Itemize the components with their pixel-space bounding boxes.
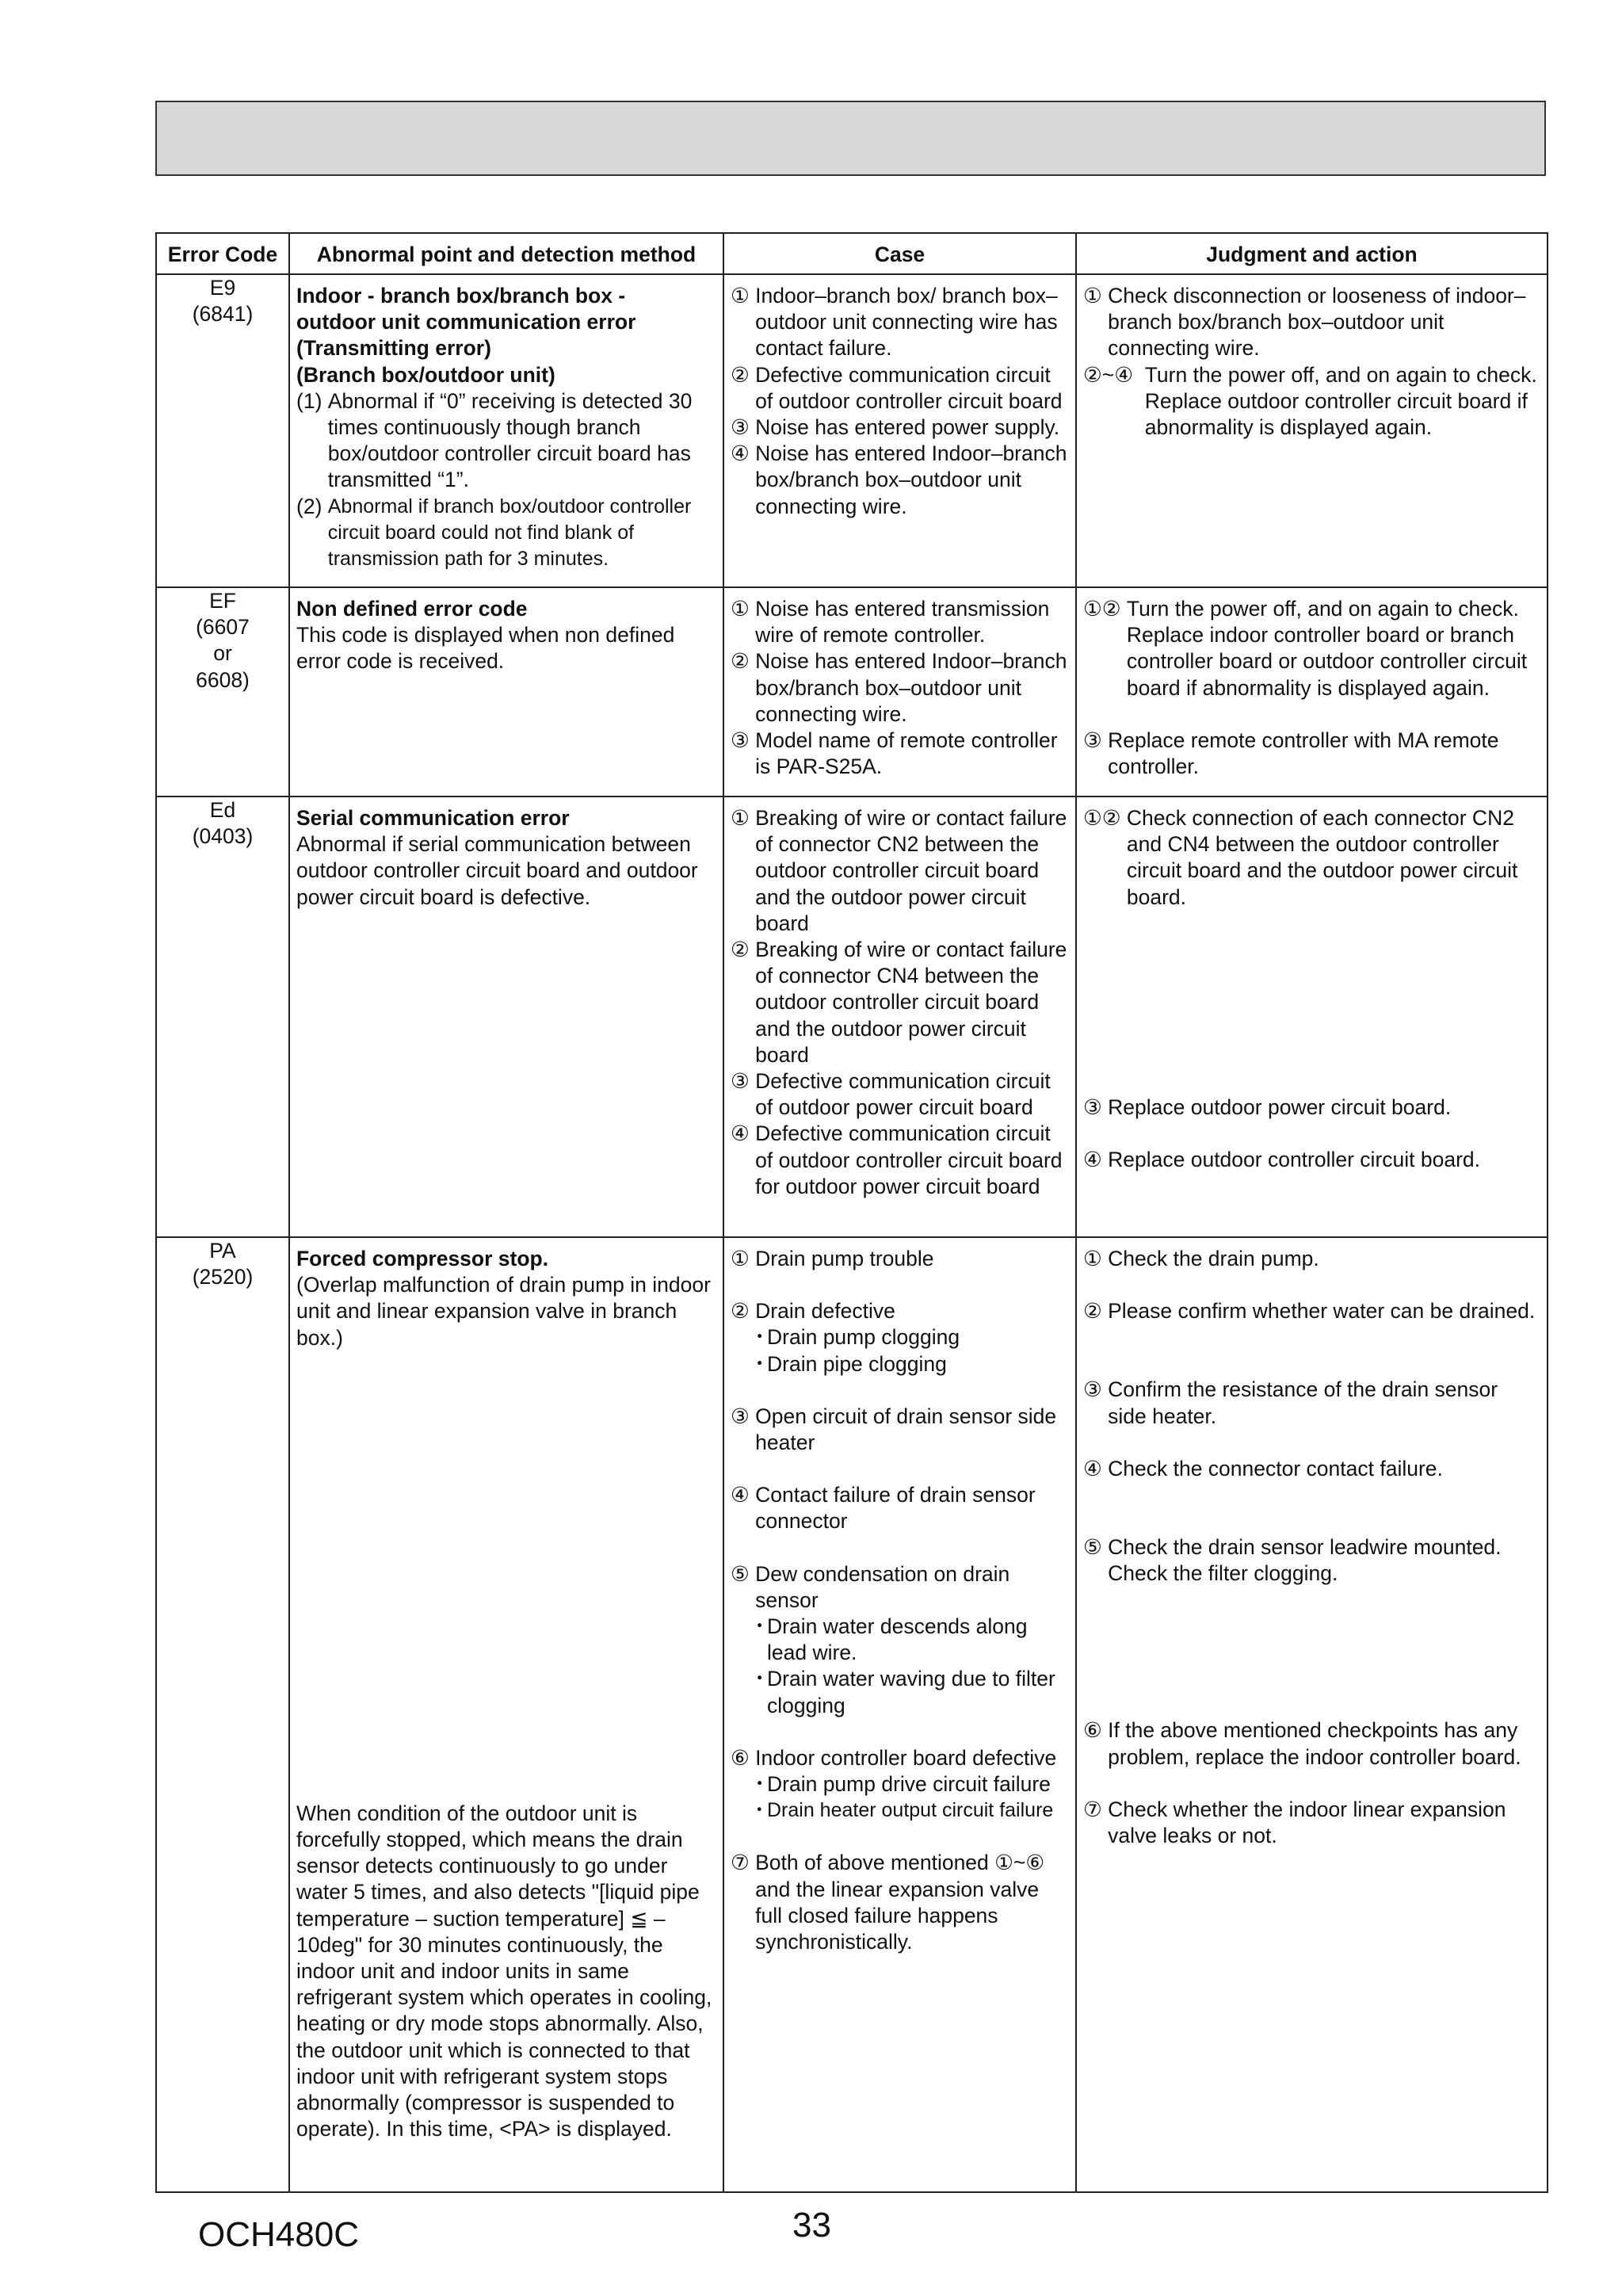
case-item: ③ Model name of remote controller is PAR-S25A. (731, 728, 1058, 779)
case-item: ② Breaking of wire or contact failure of connector CN4 between the outdoor controller circuit board and the outdoor power circuit board (731, 938, 1067, 1067)
table-header-row (156, 233, 1548, 274)
case-item: ② Noise has entered Indoor–branch box/branch box–outdoor unit connecting wire. (731, 649, 1067, 726)
detection-title: outdoor unit communication error (296, 310, 636, 334)
case-item: ④ Contact failure of drain sensor connector (731, 1483, 1036, 1534)
case-item: ① Indoor–branch box/ branch box–outdoor unit connecting wire has contact failure. (731, 284, 1058, 361)
case-item: ① Drain pump trouble (731, 1247, 934, 1270)
error-code: EF (209, 589, 236, 613)
header-detection-method: Abnormal point and detection method (289, 233, 723, 274)
error-code-cell (156, 1237, 289, 2192)
detection-text: (Overlap malfunction of drain pump in indoor unit and linear expansion valve in branch box.) (296, 1273, 711, 1350)
case-cell (723, 274, 1076, 587)
error-code-table (155, 232, 1548, 2193)
error-code-cell (156, 274, 289, 587)
header-error-code: Error Code (156, 233, 289, 274)
case-cell (723, 797, 1076, 1237)
case-item: ⑦ Both of above mentioned ①~⑥ and the linear expansion valve full closed failure happens synchronistically. (731, 1851, 1045, 1954)
action-item: ①② Turn the power off, and on again to check. Replace indoor controller board or branch controller board or outdoor controller circuit board if abnormality is displayed again. (1083, 597, 1528, 700)
error-code-number: 6608) (196, 667, 250, 692)
detection-cell (289, 1237, 723, 2192)
error-code: Ed (209, 798, 236, 822)
case-item: ③ Open circuit of drain sensor side heater (731, 1404, 1057, 1455)
error-code-number: (0403) (192, 824, 254, 849)
header-judgment-action: Judgment and action (1076, 233, 1548, 274)
error-code-number: (6841) (192, 302, 254, 327)
detection-item: (1) Abnormal if “0” receiving is detected 30 times continuously though branch box/outdoor controller circuit board has transmitted “1”. (296, 388, 693, 492)
case-sub-item: ･ Drain pump clogging (754, 1325, 960, 1350)
detection-item: (2) Abnormal if branch box/outdoor controller circuit board could not find blank of transmission path for 3 minutes. (296, 494, 692, 571)
error-code-cell (156, 797, 289, 1237)
action-cell (1076, 797, 1548, 1237)
case-item: ③ Noise has entered power supply. (731, 415, 1060, 440)
case-item: ① Breaking of wire or contact failure of connector CN2 between the outdoor controller circuit board and the outdoor power circuit board (731, 806, 1067, 935)
action-item: ③ Replace outdoor power circuit board. (1083, 1095, 1452, 1119)
error-code-or: or (213, 641, 232, 666)
action-item: ①② Check connection of each connector CN2 and CN4 between the outdoor controller circuit board and the outdoor power circuit board. (1083, 806, 1518, 909)
action-item: ⑤ Check the drain sensor leadwire mounted. Check the filter clogging. (1083, 1535, 1502, 1586)
detection-title: Indoor - branch box/branch box - (296, 284, 626, 308)
case-sub-item: ･ Drain heater output circuit failure (754, 1799, 1054, 1822)
action-item: ① Check disconnection or looseness of indoor–branch box/branch box–outdoor unit connecting wire. (1083, 284, 1526, 361)
action-item: ⑥ If the above mentioned checkpoints has any problem, replace the indoor controller board. (1083, 1718, 1521, 1769)
case-sub-item: ･ Drain water waving due to filter clogging (754, 1667, 1055, 1717)
detection-title: Non defined error code (296, 597, 528, 621)
case-cell (723, 1237, 1076, 2192)
case-cell (723, 587, 1076, 797)
action-item: ③ Replace remote controller with MA remote controller. (1083, 728, 1499, 779)
case-sub-item: ･ Drain pipe clogging (754, 1351, 947, 1376)
case-item: ① Noise has entered transmission wire of remote controller. (731, 597, 1050, 648)
detection-title: (Transmitting error) (296, 336, 491, 361)
detection-title: Serial communication error (296, 806, 570, 830)
action-item: ③ Confirm the resistance of the drain sensor side heater. (1083, 1377, 1498, 1428)
detection-cell (289, 587, 723, 797)
case-item: ④ Defective communication circuit of outdoor controller circuit board for outdoor power circuit board (731, 1121, 1063, 1198)
action-cell (1076, 1237, 1548, 2192)
document-code: OCH480C (198, 2215, 359, 2254)
case-item: ③ Defective communication circuit of outdoor power circuit board (731, 1069, 1051, 1120)
table-row (156, 797, 1548, 1237)
action-item: ④ Replace outdoor controller circuit board. (1083, 1148, 1481, 1172)
detection-cell (289, 797, 723, 1237)
error-code-number: (6607 (196, 615, 250, 640)
page-number: 33 (792, 2206, 831, 2244)
detection-text: When condition of the outdoor unit is forcefully stopped, which means the drain sensor detects continuously to go under water 5 times, and also detects "[liquid pipe temperature – suction temperature] ≦ – 10deg" for 30 minutes continuously, the indoor unit and indoor units in same refrigerant system which operates in cooling, heating or dry mode stops abnormally. Also, the outdoor unit which is connected to that indoor unit with refrigerant system stops abnormally (compressor is suspended to operate). In this time, <PA> is displayed. (296, 1801, 712, 2141)
detection-title: (Branch box/outdoor unit) (296, 362, 555, 387)
action-cell (1076, 587, 1548, 797)
table-row (156, 274, 1548, 587)
case-item: ⑥ Indoor controller board defective (731, 1745, 1057, 1770)
detection-text: This code is displayed when non defined error code is received. (296, 623, 675, 674)
error-code-number: (2520) (192, 1265, 254, 1289)
table-row (156, 1237, 1548, 2192)
error-code: E9 (209, 276, 236, 300)
detection-title: Forced compressor stop. (296, 1247, 549, 1270)
header-bar (155, 101, 1546, 176)
error-code: PA (209, 1239, 236, 1263)
action-item: ②~④ Turn the power off, and on again to check. Replace outdoor controller circuit board if abnormality is displayed again. (1083, 362, 1537, 440)
header-case: Case (723, 233, 1076, 274)
case-sub-item: ･ Drain pump drive circuit failure (754, 1772, 1051, 1797)
case-item: ⑤ Dew condensation on drain sensor (731, 1561, 1010, 1612)
detection-cell (289, 274, 723, 587)
action-item: ⑦ Check whether the indoor linear expansion valve leaks or not. (1083, 1797, 1506, 1848)
action-cell (1076, 274, 1548, 587)
action-item: ① Check the drain pump. (1083, 1247, 1319, 1270)
case-item: ④ Noise has entered Indoor–branch box/branch box–outdoor unit connecting wire. (731, 441, 1067, 518)
case-item: ② Drain defective (731, 1299, 895, 1324)
case-item: ② Defective communication circuit of outdoor controller circuit board (731, 362, 1063, 413)
detection-text: Abnormal if serial communication between outdoor controller circuit board and outdoor power circuit board is defective. (296, 832, 698, 909)
action-item: ④ Check the connector contact failure. (1083, 1456, 1443, 1480)
case-sub-item: ･ Drain water descends along lead wire. (754, 1614, 1028, 1665)
error-code-cell (156, 587, 289, 797)
table-row (156, 587, 1548, 797)
action-item: ② Please confirm whether water can be drained. (1083, 1299, 1536, 1324)
